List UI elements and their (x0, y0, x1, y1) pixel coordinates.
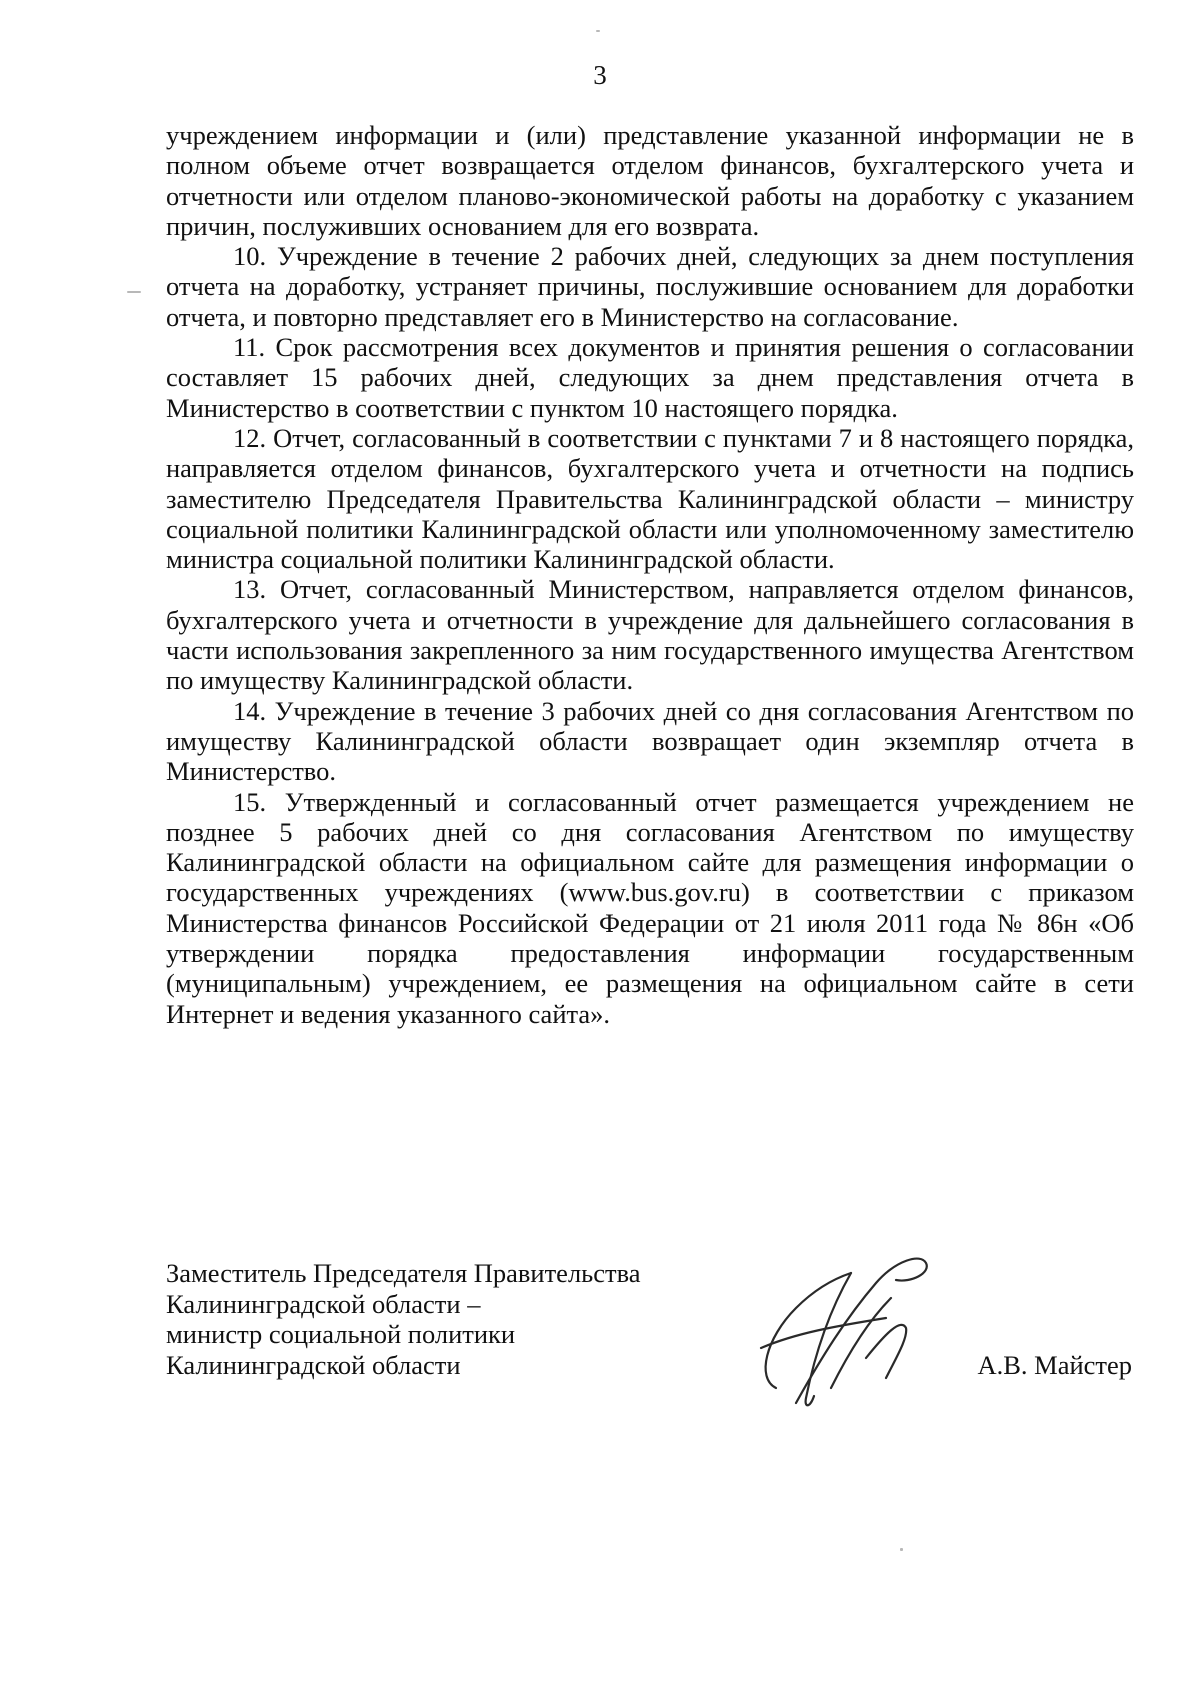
signature-block (166, 1258, 1134, 1418)
document-body (166, 120, 1134, 1029)
position-line: министр социальной политики (166, 1319, 516, 1349)
position-line: Калининградской области (166, 1349, 461, 1380)
signatory-position (166, 1258, 641, 1380)
paragraph-continuation: учреждением информации и (или) представление указанной информации не в полном объеме отчет возвращается отделом финансов, бухгалтерского учета и отчетности или отделом планово-экономической работы на доработку с указанием причин, послуживших основанием для его возврата. (166, 120, 1134, 241)
paragraph-item-14: 14. Учреждение в течение 3 рабочих дней со дня согласования Агентством по имуществу Калининградской области возвращает один экземпляр отчета в Министерство. (166, 695, 1134, 787)
scan-speck (900, 1548, 903, 1551)
paragraph-item-13: 13. Отчет, согласованный Министерством, направляется отделом финансов, бухгалтерского учета и отчетности в учреждение для дальнейшего согласования в части использования закрепленного за ним государственного имущества Агентством по имуществу Калининградской области. (166, 574, 1134, 696)
paragraph-item-11: 11. Срок рассмотрения всех документов и принятия решения о согласовании составляет 15 рабочих дней, следующих за днем представления отчета в Министерство в соответствии с пунктом 10 настоящего порядка. (166, 332, 1134, 423)
scan-speck (596, 30, 600, 32)
scan-speck (127, 291, 141, 293)
paragraph-item-15: 15. Утвержденный и согласованный отчет размещается учреждением не позднее 5 рабочих дней со дня согласования Агентством по имуществу Калининградской области на официальном сайте для размещения информации о государственных учреждениях (www.bus.gov.ru) в соответствии с приказом Министерства финансов Российской Федерации от 21 июля 2011 года № 86н «Об утверждении порядка предоставления информации государственным (муниципальным) учреждением, ее размещения на официальном сайте в сети Интернет и ведения указанного сайта». (166, 786, 1134, 1029)
position-line: Калининградской области – (166, 1288, 481, 1319)
signatory-name: А.В. Майстер (977, 1350, 1132, 1380)
position-line: Заместитель Председателя Правительства (166, 1258, 641, 1288)
handwritten-signature-icon (736, 1238, 956, 1418)
paragraph-item-10: 10. Учреждение в течение 2 рабочих дней, следующих за днем поступления отчета на доработку, устраняет причины, послужившие основанием для доработки отчета, и повторно представляет его в Министерство на согласование. (166, 241, 1134, 332)
page-number: 3 (593, 60, 607, 90)
paragraph-item-12: 12. Отчет, согласованный в соответствии с пунктами 7 и 8 настоящего порядка, направляется отделом финансов, бухгалтерского учета и отчетности на подпись заместителю Председателя Правительства Калининградской области – министру социальной политики Калининградской области или уполномоченному заместителю министра социальной политики Калининградской области. (166, 422, 1134, 575)
